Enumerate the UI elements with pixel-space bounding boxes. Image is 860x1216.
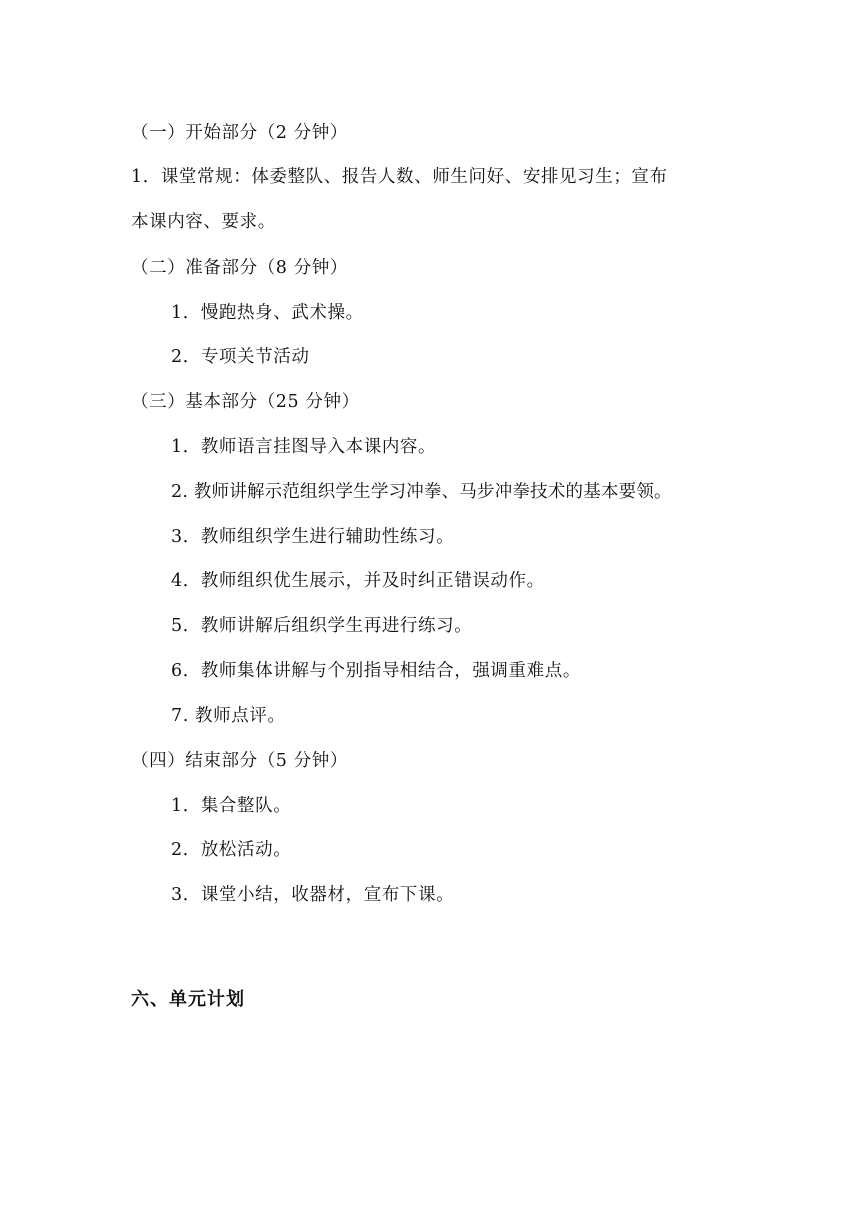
section-3-item-2: 2. 教师讲解示范组织学生学习冲拳、马步冲拳技术的基本要领。	[171, 482, 672, 502]
section-2-item-2: 2．专项关节活动	[171, 347, 310, 367]
section-1-item-1-line-2: 本课内容、要求。	[131, 212, 276, 232]
section-3-item-3: 3．教师组织学生进行辅助性练习。	[171, 527, 455, 547]
section-4-item-1: 1．集合整队。	[171, 796, 292, 816]
section-3-item-7: 7. 教师点评。	[171, 706, 286, 726]
section-1-item-1-line-1: 1．课堂常规：体委整队、报告人数、师生问好、安排见习生；宣布	[131, 167, 668, 187]
section-1-title: （一）开始部分（2 分钟）	[131, 123, 348, 143]
section-4-title: （四）结束部分（5 分钟）	[131, 751, 348, 771]
section-2-title: （二）准备部分（8 分钟）	[131, 258, 348, 278]
section-4-item-2: 2．放松活动。	[171, 840, 292, 860]
section-3-item-4: 4．教师组织优生展示，并及时纠正错误动作。	[171, 571, 545, 591]
section-3-title: （三）基本部分（25 分钟）	[131, 392, 360, 412]
section-3-item-6: 6．教师集体讲解与个别指导相结合，强调重难点。	[171, 661, 581, 681]
section-2-item-1: 1．慢跑热身、武术操。	[171, 303, 364, 323]
section-3-item-1: 1．教师语言挂图导入本课内容。	[171, 437, 437, 457]
section-4-item-3: 3．课堂小结，收器材，宣布下课。	[171, 885, 455, 905]
section-3-item-5: 5．教师讲解后组织学生再进行练习。	[171, 616, 473, 636]
section-6-heading: 六、单元计划	[131, 989, 245, 1010]
